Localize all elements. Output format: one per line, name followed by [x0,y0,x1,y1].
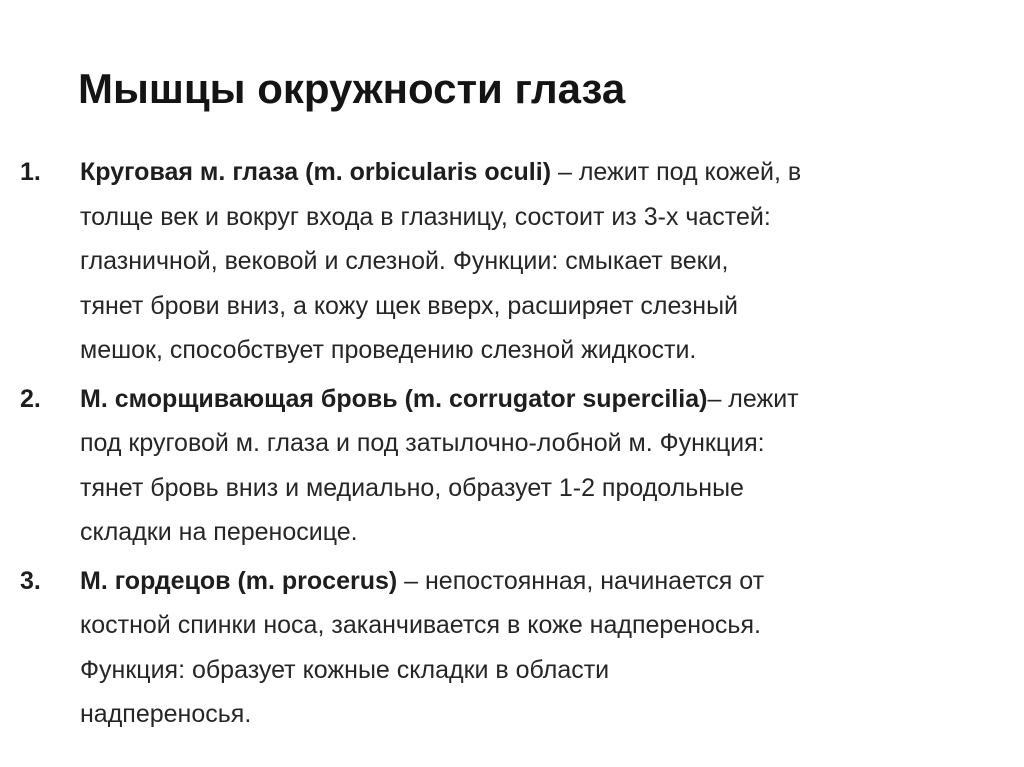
list-item [20,377,1010,555]
item-number: 1. [20,158,41,186]
item-line: мешок, способствует проведению слезной жидкости. [80,336,697,364]
item-line: Функция: образует кожные складки в области [80,655,610,684]
muscle-list [20,150,1010,737]
item-line [80,377,1010,422]
item-heading: Круговая м. глаза (m. orbicularis oculi) [80,158,552,186]
item-line: складки на переносице. [80,518,358,546]
item-text: – лежит под кожей, в [551,158,802,186]
item-line: костной спинки носа, заканчивается в коже надпереносья. [80,611,761,639]
item-text: – лежит [707,384,799,413]
item-heading: М. гордецов (m. procerus) [80,566,398,595]
list-item [20,559,1010,737]
list-item [20,150,1010,373]
item-text: – непостоянная, начинается от [397,566,765,595]
item-line: под круговой м. глаза и под затылочно-лобной м. Функция: [80,429,765,457]
item-heading: М. сморщивающая бровь (m. corrugator supercilia) [80,384,708,413]
item-line: надпереносья. [80,700,252,728]
item-number: 2. [20,384,41,413]
slide-title: Мышцы окружности глаза [78,65,626,112]
item-line: тянет брови вниз, а кожу щек вверх, расширяет слезный [80,291,739,320]
item-line: тянет бровь вниз и медиально, образует 1-2 продольные [80,473,744,502]
item-line: глазничной, вековой и слезной. Функции: смыкает веки, [80,247,729,275]
item-line [80,559,1010,604]
item-line: толще век и вокруг входа в глазницу, состоит из 3-х частей: [80,202,771,231]
item-line [80,150,1010,195]
item-number: 3. [20,566,41,595]
